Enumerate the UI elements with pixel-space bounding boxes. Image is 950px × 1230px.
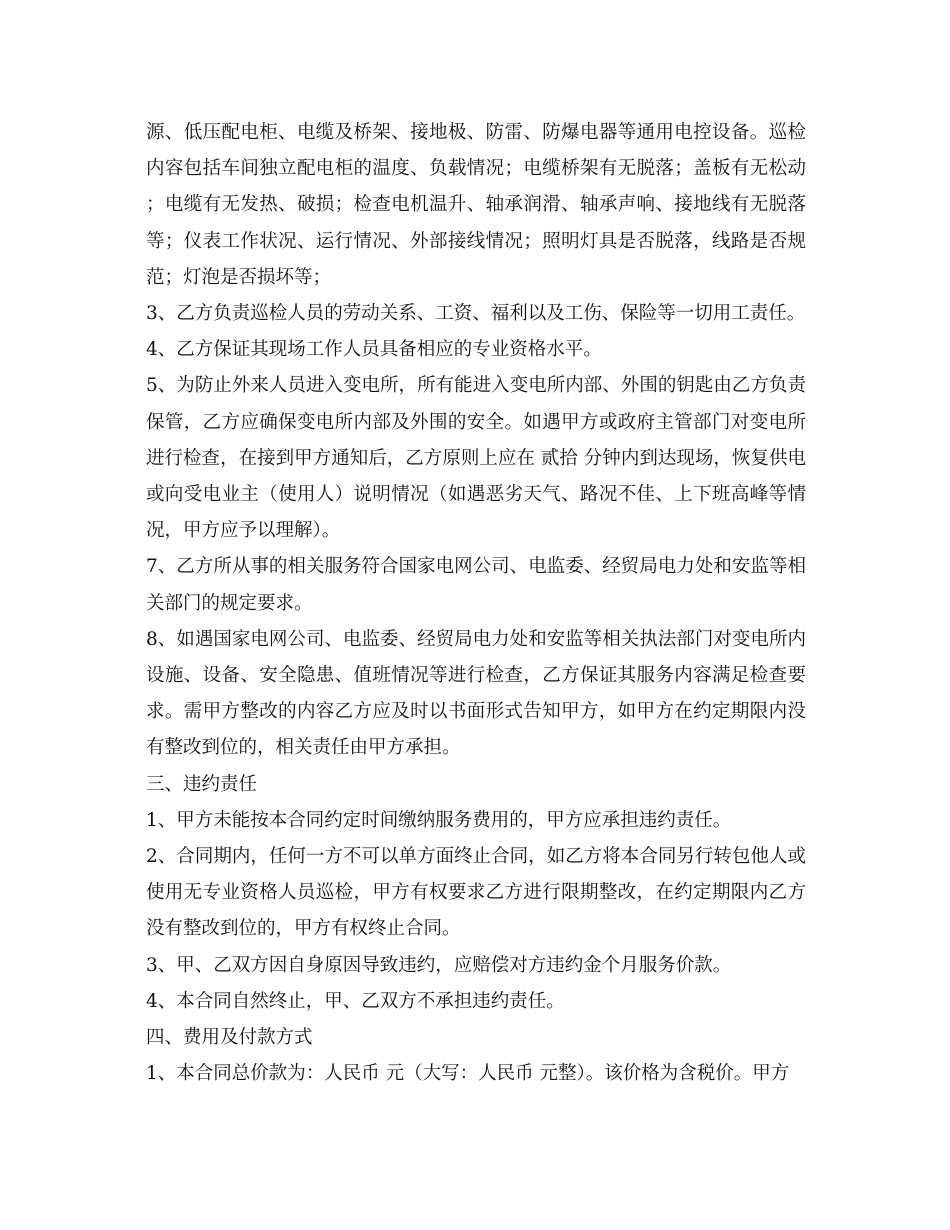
paragraph-breach-clause-1: 1、甲方未能按本合同约定时间缴纳服务费用的，甲方应承担违约责任。 [146, 809, 732, 831]
paragraph-breach-clause-4: 4、本合同自然终止，甲、乙双方不承担违约责任。 [146, 990, 565, 1012]
section-heading-breach-liability: 三、违约责任 [146, 773, 258, 795]
section-heading-fees-payment: 四、费用及付款方式 [146, 1027, 313, 1049]
paragraph-clause-4-qualification: 4、乙方保证其现场工作人员具备相应的专业资格水平。 [146, 339, 602, 361]
paragraph-fees-clause-1: 1、本合同总价款为：人民币 元（大写：人民币 元整）。该价格为含税价。甲方 [146, 1063, 790, 1085]
paragraph-clause-5-security: 5、为防止外来人员进入变电所，所有能进入变电所内部、外围的钥匙由乙方负责保管，乙方应确保变电所内部及外围的安全。如遇甲方或政府主管部门对变电所进行检查，在接到甲方通知后，乙方原则上应在 贰拾 分钟内到达现场，恢复供电或向受电业主（使用人）说明情况（如遇恶劣天气、路况不佳、上下班高峰等情况，甲方应予以理解）。 [146, 375, 806, 542]
document-body [146, 115, 806, 1092]
paragraph-breach-clause-3: 3、甲、乙双方因自身原因导致违约，应赔偿对方违约金个月服务价款。 [146, 954, 732, 976]
paragraph-breach-clause-2: 2、合同期内，任何一方不可以单方面终止合同，如乙方将本合同另行转包他人或使用无专业资格人员巡检，甲方有权要求乙方进行限期整改，在约定期限内乙方没有整改到位的，甲方有权终止合同。 [146, 846, 806, 940]
paragraph-clause-3-labor-responsibility: 3、乙方负责巡检人员的劳动关系、工资、福利以及工伤、保险等一切用工责任。 [146, 303, 806, 325]
paragraph-clause-7-compliance: 7、乙方所从事的相关服务符合国家电网公司、电监委、经贸局电力处和安监等相关部门的规定要求。 [146, 556, 806, 614]
paragraph-inspection-scope: 源、低压配电柜、电缆及桥架、接地极、防雷、防爆电器等通用电控设备。巡检内容包括车间独立配电柜的温度、负载情况；电缆桥架有无脱落；盖板有无松动；电缆有无发热、破损；检查电机温升、轴承润滑、轴承声响、接地线有无脱落等；仪表工作状况、运行情况、外部接线情况；照明灯具是否脱落，线路是否规范；灯泡是否损坏等； [146, 122, 806, 288]
paragraph-clause-8-inspection: 8、如遇国家电网公司、电监委、经贸局电力处和安监等相关执法部门对变电所内设施、设备、安全隐患、值班情况等进行检查，乙方保证其服务内容满足检查要求。需甲方整改的内容乙方应及时以书面形式告知甲方，如甲方在约定期限内没有整改到位的，相关责任由甲方承担。 [146, 628, 806, 759]
